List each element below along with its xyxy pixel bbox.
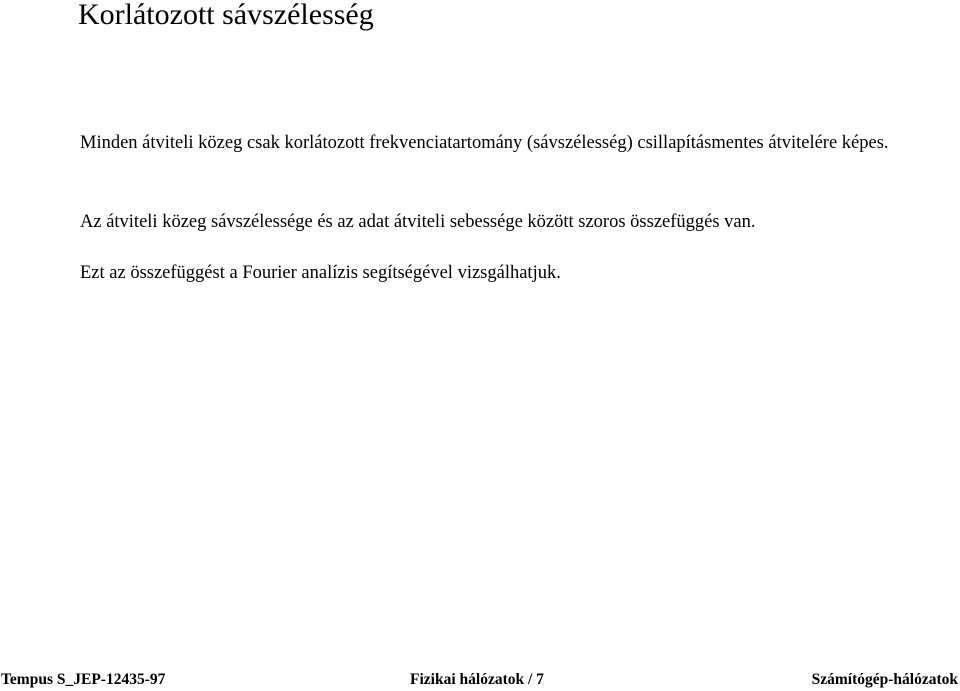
- paragraph-fourier-analysis: Ezt az összefüggést a Fourier analízis segítségével vizsgálhatjuk.: [80, 263, 561, 283]
- footer-project-code: Tempus S_JEP-12435-97: [1, 671, 166, 688]
- slide-title: Korlátozott sávszélesség: [78, 0, 374, 31]
- footer-page-label: Fizikai hálózatok / 7: [410, 671, 544, 688]
- slide-footer: [0, 668, 960, 691]
- paragraph-bandwidth-rate-relation: Az átviteli közeg sávszélessége és az adat átviteli sebessége között szoros összefüggés van.: [80, 212, 756, 232]
- footer-course-name: Számítógép-hálózatok: [811, 671, 958, 688]
- paragraph-bandwidth-limit: Minden átviteli közeg csak korlátozott frekvenciatartomány (sávszélesség) csillapításmentes átvitelére képes.: [80, 133, 889, 153]
